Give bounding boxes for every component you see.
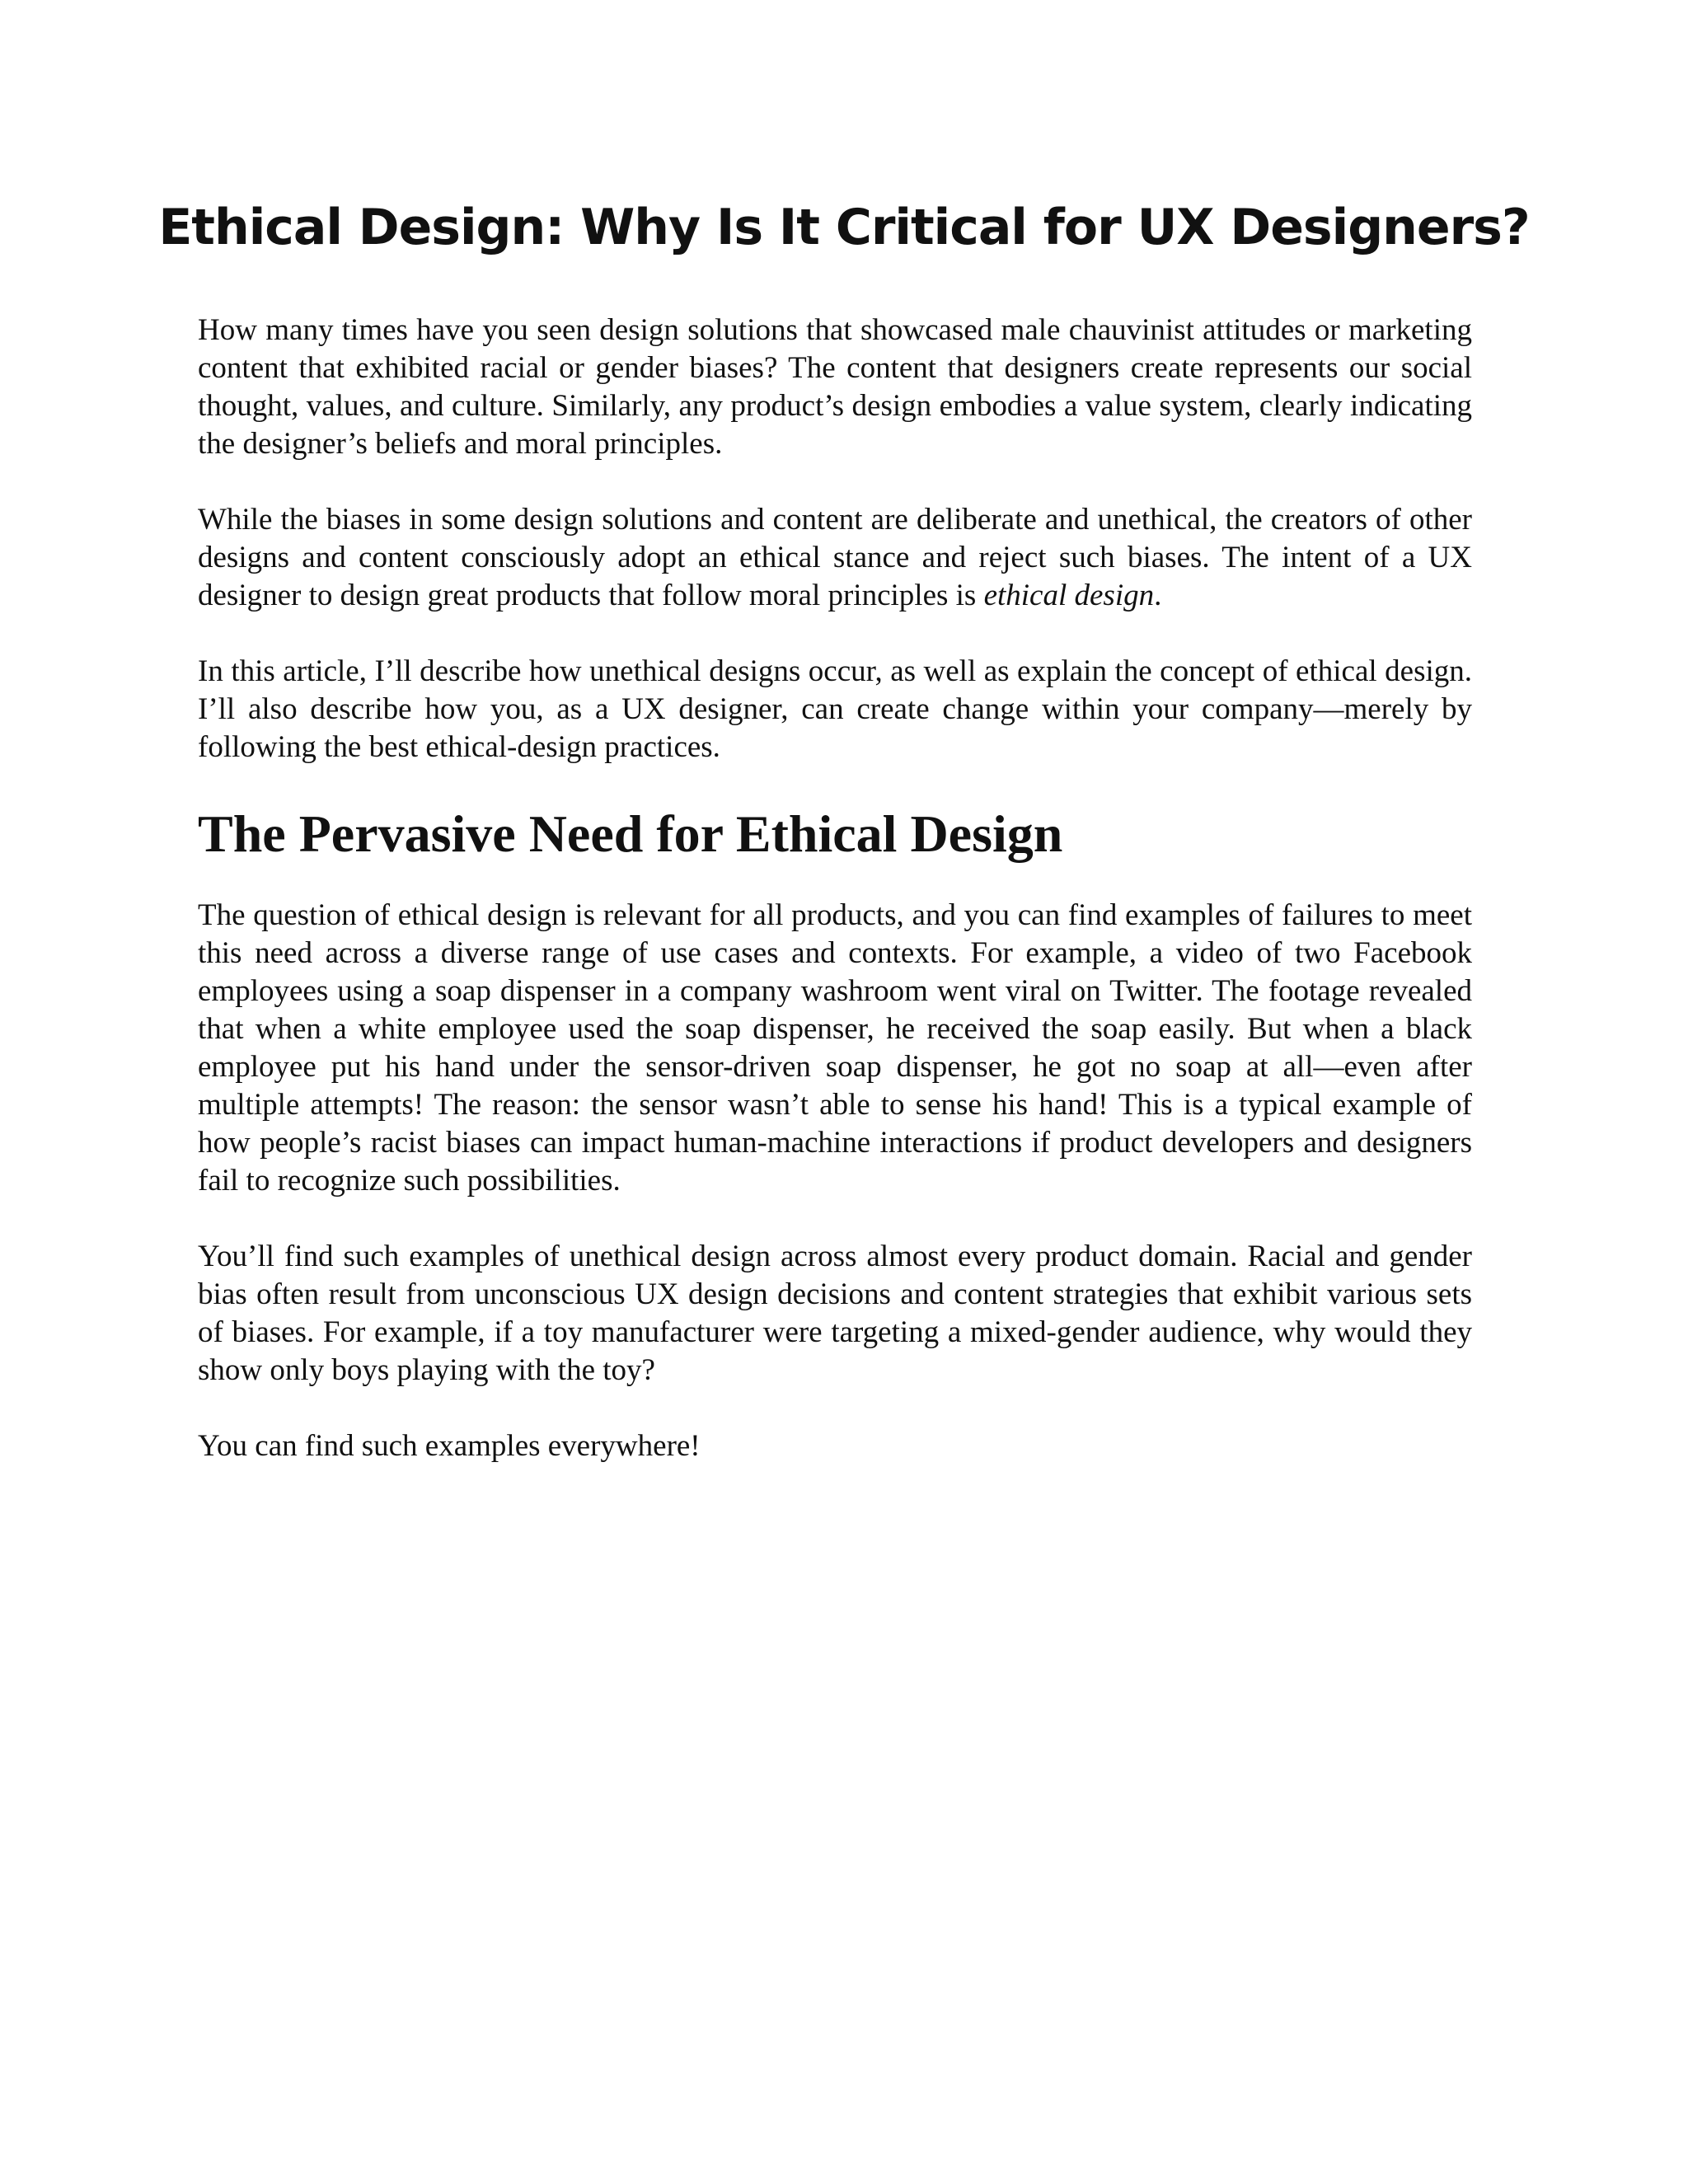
intro-paragraph-2 — [198, 501, 1472, 615]
intro-paragraph-2-text: While the biases in some design solutions and content are deliberate and unethical, the creators of other designs and content consciously adopt an ethical stance and reject such biases. The intent of a UX designer to design great products that follow moral principles is — [198, 503, 1472, 612]
ethical-design-emphasis: ethical design — [983, 579, 1155, 612]
intro-paragraph-1: How many times have you seen design solutions that showcased male chauvinist attitudes or marketing content that exhibited racial or gender biases? The content that designers create represents our social thought, values, and culture. Similarly, any product’s design embodies a value system, clearly indicating the designer’s beliefs and moral principles. — [198, 313, 1472, 461]
section-paragraph-2: You’ll find such examples of unethical design across almost every product domain. Racial and gender bias often result from unconscious UX design decisions and content strategies that exhibit various sets of biases. For example, if a toy manufacturer were targeting a mixed-gender audience, why would they show only boys playing with the toy? — [198, 1240, 1472, 1387]
section-heading: The Pervasive Need for Ethical Design — [198, 804, 1063, 863]
section-paragraph-3: You can find such examples everywhere! — [198, 1429, 701, 1463]
intro-paragraph-3: In this article, I’ll describe how unethical designs occur, as well as explain the concept of ethical design. I’ll also describe how you, as a UX designer, can create change within your company—merely by following the best ethical-design practices. — [198, 654, 1472, 764]
document-body — [198, 312, 1472, 1465]
document-title: Ethical Design: Why Is It Critical for UX Designers? — [158, 199, 1530, 256]
section-paragraph-1: The question of ethical design is relevant for all products, and you can find examples of failures to meet this need across a diverse range of use cases and contexts. For example, a video of two Facebook employees using a soap dispenser in a company washroom went viral on Twitter. The footage revealed that when a white employee used the soap dispenser, he received the soap easily. But when a black employee put his hand under the sensor-driven soap dispenser, he got no soap at all—even after multiple attempts! The reason: the sensor wasn’t able to sense his hand! This is a typical example of how people’s racist biases can impact human-machine interactions if product developers and designers fail to recognize such possibilities. — [198, 898, 1472, 1197]
intro-paragraph-2-end: . — [1154, 579, 1162, 612]
